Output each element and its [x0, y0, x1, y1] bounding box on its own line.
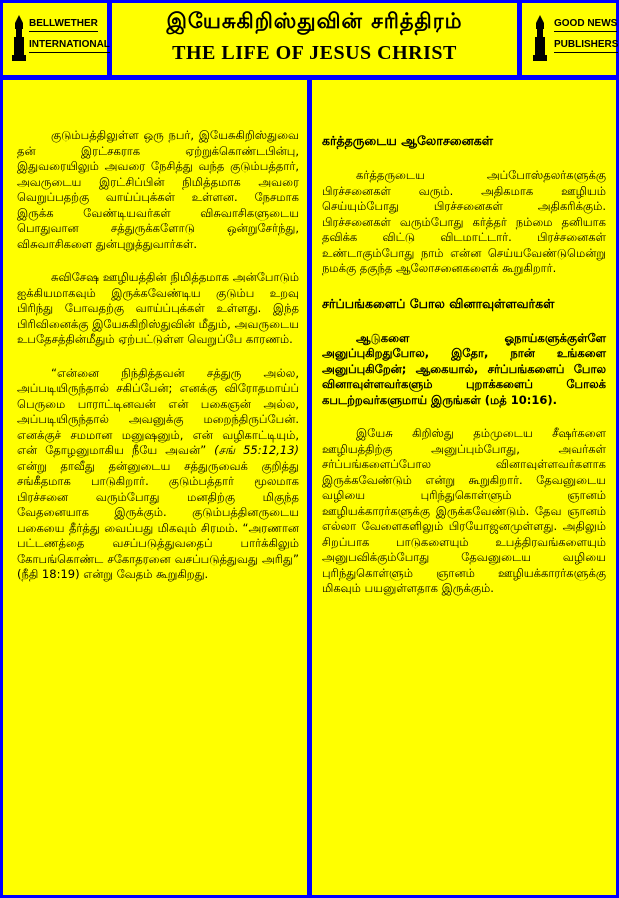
- heading-wise-as-serpents: சர்ப்பங்களைப் போல வினாவுள்ளவர்கள்: [322, 295, 555, 311]
- bellwether-logo-text: [29, 17, 110, 53]
- logo-left-line1: BELLWETHER: [29, 17, 98, 32]
- right-paragraph-2: இயேசு கிறிஸ்து தம்முடைய சீஷர்களை ஊழியத்திற்கு அனுப்பும்போது, அவர்கள் சர்ப்பங்களைப்போல வினாவுள்ளவர்களாக இருக்கவேண்டும் என்று கூறுகிறார். தேவனுடைய வழியை புரிந்துகொள்ளும் ஞானம் ஊழியக்காரர்களுக்கு இருக்கவேண்டும். தேவ ஞானம் எல்லா வேளைகளிலும் பிரயோஜனமுள்ளது. அதிலும் சிறப்பாக பாடுகளையும் உபத்திரவங்களையும் அனுபவிக்கும்போது தேவனுடைய வழியை புரிந்துகொள்ளும் ஞானம் ஊழியக்காரர்களுக்கு மிகவும் பயனுள்ளதாக இருக்கும்.: [322, 426, 606, 595]
- title-box: [112, 3, 517, 75]
- left-paragraph-3: [17, 366, 299, 583]
- bell-tower-icon: [11, 15, 27, 61]
- bell-tower-icon: [532, 15, 548, 61]
- matthew-verse: ஆடுகளை ஓநாய்களுக்குள்ளே அனுப்புகிறதுபோல, இதோ, நான் உங்களை அனுப்புகிறேன்; ஆகையால், சர்ப்பங்களைப் போல வினாவுள்ளவர்களும் புறாக்களைப் போலக் கபடற்றவர்களுமாய் இருங்கள் (மத் 10:16).: [322, 330, 606, 407]
- psalm-reference: (சங் 55:12,13): [206, 443, 300, 457]
- left-paragraph-2: சுவிசேஷ ஊழியத்தின் நிமித்தமாக அன்போடும் ஐக்கியமாகவும் இருக்கவேண்டிய குடும்ப உறவு பிரிந்து போவதற்கு வாய்ப்புக்கள் உள்ளது. இந்த பிரிவினைக்கு இயேசுகிறிஸ்துவின் மீதும், அவருடைய உபதேசத்தின்மீதும் ஏற்பட்டுள்ள வெறுப்பே காரணம்.: [17, 270, 299, 346]
- psalm-quote: “என்னை நிந்தித்தவன் சத்துரு அல்ல, அப்படியிருந்தால் சகிப்பேன்; எனக்கு விரோதமாய்ப் பெருமை பாராட்டினவன் என் பகைஞன் அல்ல, அப்படியிருந்தால் அவனுக்கு மறைந்திருப்பேன். எனக்குச் சமமான மனுஷனும், என் வழிகாட்டியும், என் தோழனுமாகிய நீயே அவன்”: [17, 365, 299, 457]
- bellwether-logo-box: [3, 3, 110, 75]
- good-news-logo-text: [554, 17, 618, 53]
- left-paragraph-1: குடும்பத்திலுள்ள ஒரு நபர், இயேசுகிறிஸ்துவை தன் இரட்சகராக ஏற்றுக்கொண்டபின்பு, இதுவரையிலும் அவரை நேசித்து வந்த குடும்பத்தார், அவருடைய இரட்சிப்பின் நிமித்தமாக அவரை வெறுப்பதற்கு வாய்ப்புக்கள் உள்ளன. நேசமாக இருக்க வேண்டியவர்கள் விசுவாசிகளுடைய பொதுவான சத்துருக்களோடு ஒன்றுசேர்ந்து, விசுவாசிகளை துன்புறுத்துவார்கள்.: [17, 128, 299, 251]
- right-column: [312, 80, 616, 895]
- title-tamil: இயேசுகிறிஸ்துவின் சரித்திரம்: [166, 9, 463, 33]
- good-news-logo-box: [522, 3, 619, 75]
- logo-left-line2: INTERNATIONAL: [29, 38, 110, 53]
- title-english: THE LIFE OF JESUS CHRIST: [172, 42, 457, 64]
- right-paragraph-1: கர்த்தருடைய அப்போஸ்தலர்களுக்கு பிரச்சனைகள் வரும். அதிகமாக ஊழியம் செய்யும்போது பிரச்சனைகள் அதிகரிக்கும். பிரச்சனைகள் வரும்போது கர்த்தர் நம்மை தனியாக தவிக்க விட்டு விடமாட்டார். பிரச்சனைகள் உண்டாகும்போது நாம் என்ன செய்யவேண்டுமென்று நமக்கு தகுந்த ஆலோசனைகளைக் கூறுகிறார்.: [322, 168, 606, 275]
- logo-right-line1: GOOD NEWS: [554, 17, 617, 32]
- left-paragraph-3-rest: என்று தாவீது தன்னுடைய சத்துருவைக் குறித்து சங்கீதமாக பாடுகிறார். குடும்பத்தார் மூலமாக பிரச்சனை வரும்போது மனதிற்கு மிகுந்த வேதனையாக இருக்கும். குடும்பத்தினருடைய பகையை தீர்த்து வைப்பது மிகவும் சிரமம். “அரணான பட்டணத்தை வசப்படுத்துவதைப் பார்க்கிலும் கோபங்கொண்ட சகோதரனை வசப்படுத்துவது அரிது” (நீதி 18:19) என்று வேதம் கூறுகிறது.: [17, 458, 299, 581]
- heading-lords-counsel: கர்த்தருடைய ஆலோசனைகள்: [322, 133, 493, 148]
- logo-right-line2: PUBLISHERS: [554, 38, 618, 53]
- left-column: [3, 80, 307, 895]
